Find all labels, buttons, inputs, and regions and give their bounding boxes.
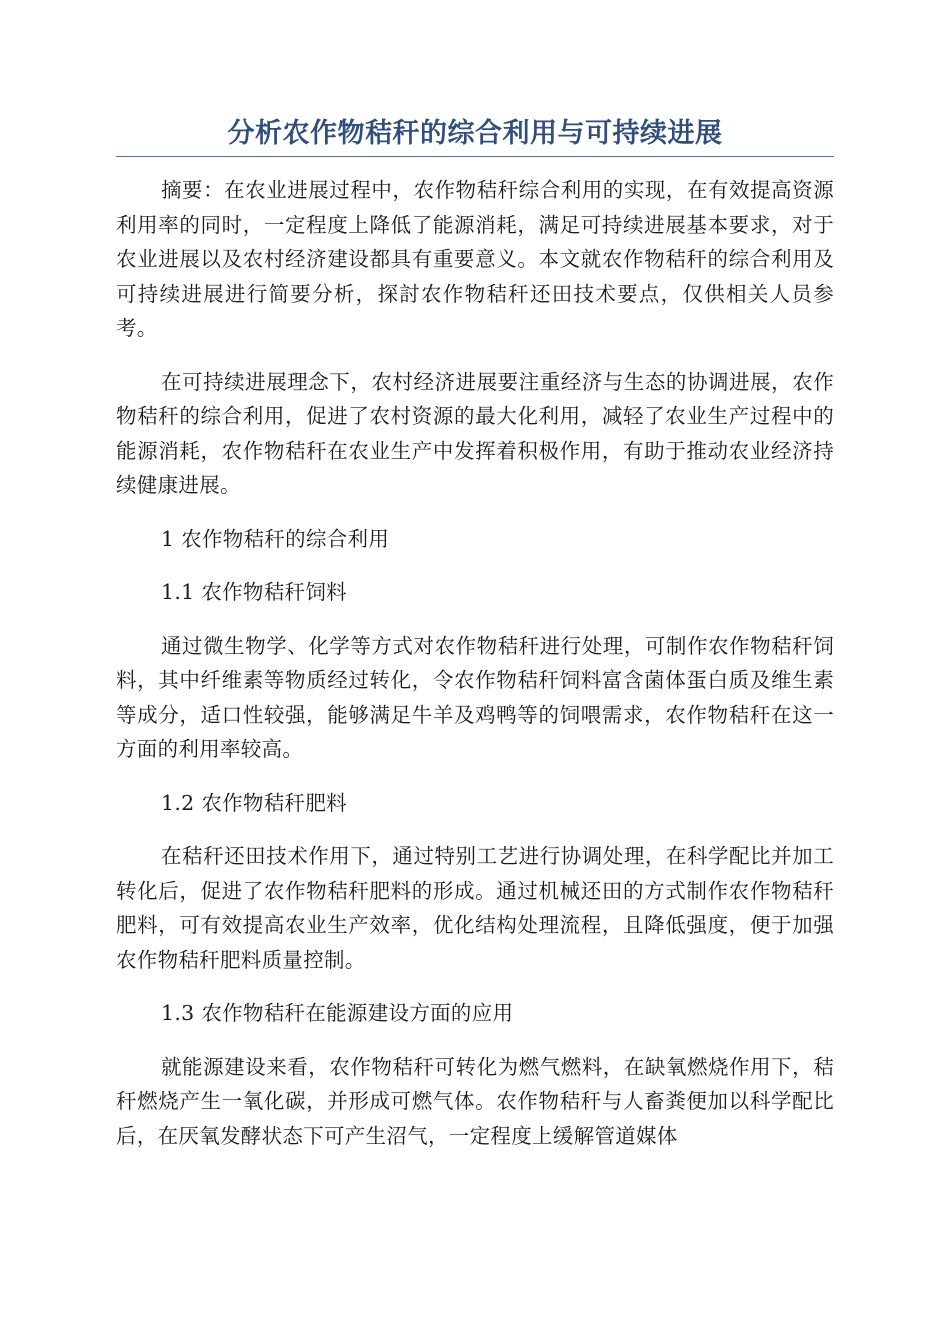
- section-1-3-paragraph: 就能源建设来看，农作物秸秆可转化为燃气燃料，在缺氧燃烧作用下，秸秆燃烧产生一氧化碳，并形成可燃气体。农作物秸秆与人畜粪便加以科学配比后，在厌氧发酵状态下可产生沼气，一定程度上缓解管道媒体: [116, 1054, 834, 1148]
- section-1-heading: 1 农作物秸秆的综合利用: [161, 526, 390, 551]
- intro-paragraph: 在可持续进展理念下，农村经济进展要注重经济与生态的协调进展，农作物秸秆的综合利用，促进了农村资源的最大化利用，减轻了农业生产过程中的能源消耗，农作物秸秆在农业生产中发挥着积极作用，有助于推动农业经济持续健康进展。: [116, 369, 834, 497]
- section-1-2-paragraph: 在秸秆还田技术作用下，通过特别工艺进行协调处理，在科学配比并加工转化后，促进了农作物秸秆肥料的形成。通过机械还田的方式制作农作物秸秆肥料，可有效提高农业生产效率，优化结构处理流程，且降低强度，便于加强农作物秸秆肥料质量控制。: [116, 844, 834, 972]
- section-1-1-paragraph: 通过微生物学、化学等方式对农作物秸秆进行处理，可制作农作物秸秆饲料，其中纤维素等物质经过转化，令农作物秸秆饲料富含菌体蛋白质及维生素等成分，适口性较强，能够满足牛羊及鸡鸭等的饲喂需求，农作物秸秆在这一方面的利用率较高。: [116, 633, 834, 761]
- section-1-2-heading: 1.2 农作物秸秆肥料: [161, 790, 347, 815]
- section-1-1-heading: 1.1 农作物秸秆饲料: [161, 580, 347, 604]
- abstract-paragraph: 摘要：在农业进展过程中，农作物秸秆综合利用的实现，在有效提高资源利用率的同时，一定程度上降低了能源消耗，满足可持续进展基本要求，对于农业进展以及农村经济建设都具有重要意义。本文就农作物秸秆的综合利用及可持续进展进行简要分析，探討农作物秸秆还田技术要点，仅供相关人员参考。: [116, 178, 834, 340]
- page-title: 分析农作物秸秆的综合利用与可持续进展: [227, 118, 723, 149]
- section-1-3-heading: 1.3 农作物秸秆在能源建设方面的应用: [161, 1001, 514, 1025]
- document-page: [116, 112, 834, 1172]
- title-underline: [116, 156, 834, 157]
